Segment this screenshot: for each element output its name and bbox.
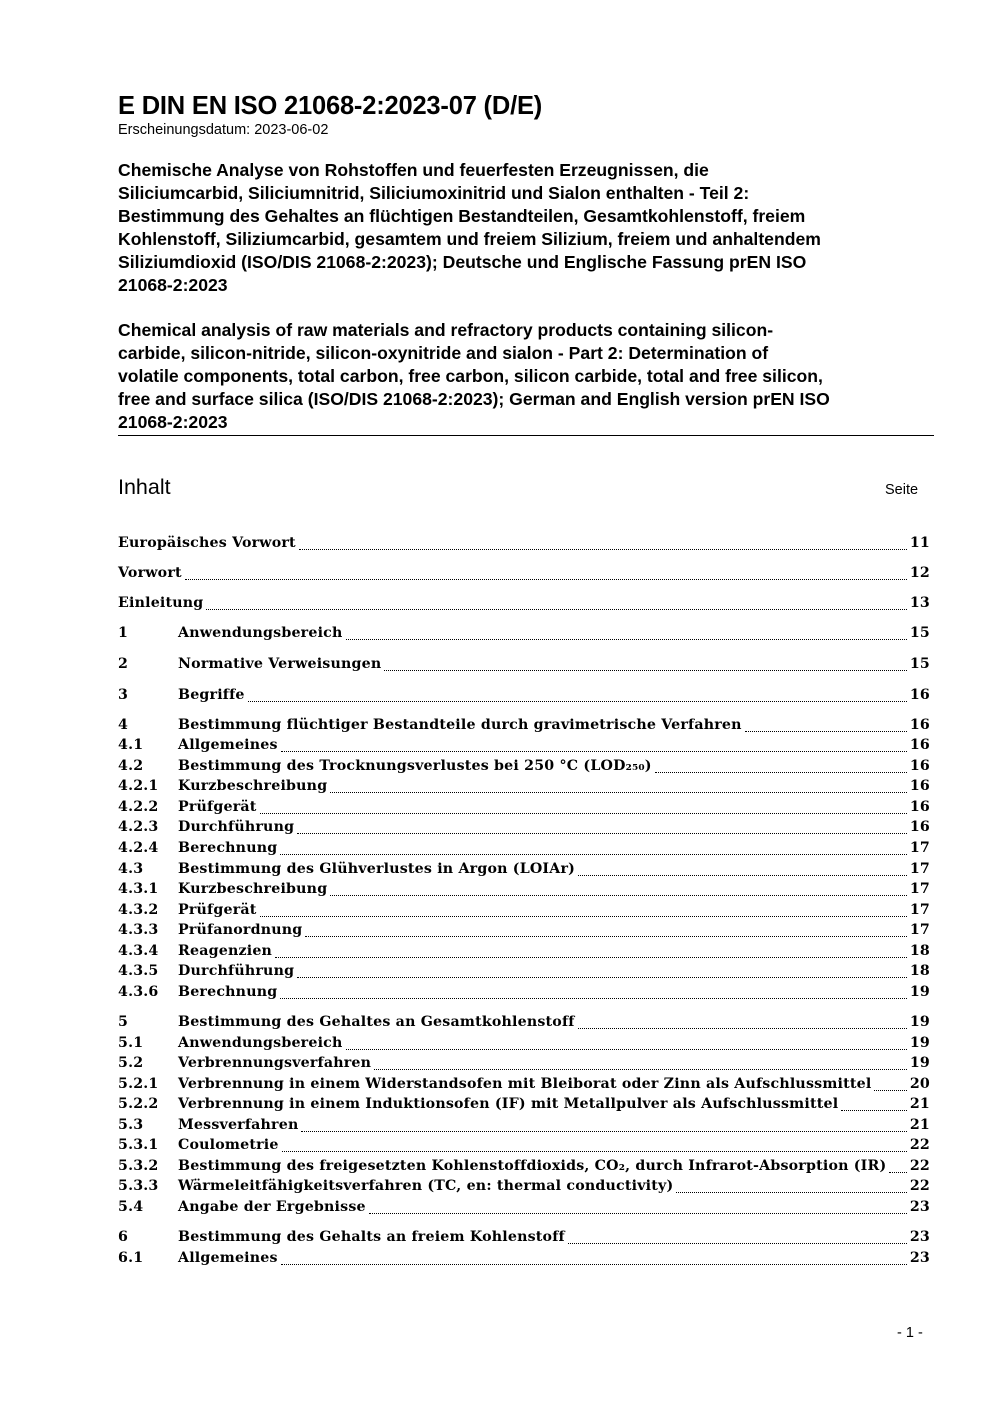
toc-entry-page: 23 — [909, 1229, 930, 1245]
toc-entry[interactable] — [118, 920, 930, 940]
toc-dot-leader — [206, 609, 906, 610]
toc-entry-title: Bestimmung des freigesetzten Kohlenstoffdioxids, CO₂, durch Infrarot-Absorption (IR) — [178, 1158, 887, 1174]
toc-entry[interactable] — [118, 654, 930, 674]
toc-entry-title: Allgemeines — [178, 1250, 278, 1266]
toc-entry-title: Normative Verweisungen — [178, 656, 382, 672]
toc-entry-title: Verbrennung in einem Widerstandsofen mit Bleiborat oder Zinn als Aufschlussmittel — [178, 1076, 872, 1092]
toc-entry[interactable] — [118, 941, 930, 961]
toc-entry[interactable] — [118, 563, 930, 583]
toc-entry-title: Verbrennungsverfahren — [178, 1055, 372, 1071]
toc-entry-title: Berechnung — [178, 840, 278, 856]
toc-dot-leader — [248, 701, 907, 702]
toc-entry-page: 17 — [909, 922, 930, 938]
toc-entry[interactable] — [118, 1074, 930, 1094]
toc-dot-leader — [384, 670, 906, 671]
toc-dot-leader — [655, 772, 907, 773]
toc-dot-leader — [275, 957, 907, 958]
toc-entry-page: 15 — [909, 625, 930, 641]
toc-entry[interactable] — [118, 859, 930, 879]
toc-entry-page: 19 — [909, 1055, 930, 1071]
toc-entry-page: 17 — [909, 861, 930, 877]
toc-entry-page: 19 — [909, 1014, 930, 1030]
title-german-line: Chemische Analyse von Rohstoffen und feuerfesten Erzeugnissen, die — [118, 160, 709, 180]
title-german-line: Bestimmung des Gehaltes an flüchtigen Bestandteilen, Gesamtkohlenstoff, freiem — [118, 206, 806, 226]
toc-entry[interactable] — [118, 1248, 930, 1268]
toc-entry-title: Prüfanordnung — [178, 922, 303, 938]
toc-entry-number: 4 — [118, 717, 129, 733]
toc-entry[interactable] — [118, 982, 930, 1002]
toc-entry-title: Reagenzien — [178, 943, 273, 959]
toc-dot-leader — [281, 751, 907, 752]
toc-dot-leader — [568, 1243, 907, 1244]
toc-entry[interactable] — [118, 756, 930, 776]
toc-dot-leader — [281, 1264, 907, 1265]
toc-entry-number: 4.3.6 — [118, 984, 159, 1000]
toc-entry-page: 19 — [909, 984, 930, 1000]
toc-dot-leader — [874, 1090, 906, 1091]
toc-entry-number: 4.3.4 — [118, 943, 159, 959]
toc-entry-number: 4.3.1 — [118, 881, 159, 897]
toc-entry[interactable] — [118, 685, 930, 705]
toc-entry-page: 16 — [909, 799, 930, 815]
toc-entry-number: 3 — [118, 687, 129, 703]
toc-entry-page: 11 — [909, 535, 930, 551]
toc-entry-page: 17 — [909, 902, 930, 918]
toc-entry-number: 4.3.5 — [118, 963, 159, 979]
toc-dot-leader — [282, 1151, 907, 1152]
toc-entry-number: 5.3.3 — [118, 1178, 159, 1194]
toc-entry-title: Anwendungsbereich — [178, 1035, 343, 1051]
toc-entry-page: 21 — [909, 1117, 930, 1133]
toc-entry-number: 5.2 — [118, 1055, 144, 1071]
publication-date: Erscheinungsdatum: 2023-06-02 — [118, 122, 329, 138]
toc-entry-title: Vorwort — [118, 565, 182, 581]
title-german-line: Siliciumcarbid, Siliciumnitrid, Siliciumoxinitrid und Sialon enthalten - Teil 2: — [118, 183, 750, 203]
toc-entry-number: 5.3.2 — [118, 1158, 159, 1174]
toc-entry-number: 5.3.1 — [118, 1137, 159, 1153]
toc-dot-leader — [299, 549, 907, 550]
title-english — [118, 319, 938, 434]
toc-entry[interactable] — [118, 1033, 930, 1053]
toc-entry-page: 18 — [909, 943, 930, 959]
toc-entry[interactable] — [118, 1115, 930, 1135]
toc-entry-title: Verbrennung in einem Induktionsofen (IF) mit Metallpulver als Aufschlussmittel — [178, 1096, 839, 1112]
toc-entry[interactable] — [118, 623, 930, 643]
toc-entry[interactable] — [118, 1227, 930, 1247]
toc-entry-number: 5.1 — [118, 1035, 144, 1051]
toc-entry-title: Begriffe — [178, 687, 245, 703]
toc-entry[interactable] — [118, 838, 930, 858]
toc-entry[interactable] — [118, 900, 930, 920]
toc-entry-page: 16 — [909, 758, 930, 774]
title-english-line: carbide, silicon-nitride, silicon-oxynitride and sialon - Part 2: Determination of — [118, 343, 769, 363]
toc-entry-page: 20 — [909, 1076, 930, 1092]
toc-entry[interactable] — [118, 817, 930, 837]
title-divider — [118, 435, 934, 436]
toc-entry-page: 17 — [909, 840, 930, 856]
toc-entry-title: Angabe der Ergebnisse — [178, 1199, 366, 1215]
toc-entry-page: 12 — [909, 565, 930, 581]
toc-entry-page: 17 — [909, 881, 930, 897]
toc-entry[interactable] — [118, 879, 930, 899]
toc-heading: Inhalt — [118, 475, 171, 499]
toc-dot-leader — [260, 813, 907, 814]
toc-entry-title: Kurzbeschreibung — [178, 778, 328, 794]
toc-entry-title: Wärmeleitfähigkeitsverfahren (TC, en: thermal conductivity) — [178, 1178, 674, 1194]
toc-entry-title: Berechnung — [178, 984, 278, 1000]
toc-dot-leader — [305, 936, 906, 937]
toc-dot-leader — [260, 916, 907, 917]
toc-entry-title: Prüfgerät — [178, 799, 257, 815]
toc-entry[interactable] — [118, 715, 930, 735]
toc-entry-number: 4.3.3 — [118, 922, 159, 938]
toc-dot-leader — [374, 1069, 907, 1070]
page-number: - 1 - — [897, 1325, 923, 1341]
toc-entry-number: 4.2.3 — [118, 819, 159, 835]
toc-entry-number: 5.4 — [118, 1199, 144, 1215]
toc-dot-leader — [297, 833, 907, 834]
toc-entry-title: Messverfahren — [178, 1117, 299, 1133]
toc-entry-title: Bestimmung des Trocknungsverlustes bei 250 °C (LOD₂₅₀) — [178, 758, 652, 774]
toc-entry[interactable] — [118, 1197, 930, 1217]
title-german-line: Kohlenstoff, Siliziumcarbid, gesamtem und freiem Silizium, freiem und anhaltendem — [118, 229, 821, 249]
toc-entry-page: 16 — [909, 737, 930, 753]
toc-entry-title: Durchführung — [178, 963, 295, 979]
toc-dot-leader — [346, 639, 907, 640]
toc-entry[interactable] — [118, 1135, 930, 1155]
toc-entry-page: 15 — [909, 656, 930, 672]
toc-entry[interactable] — [118, 533, 930, 553]
toc-dot-leader — [330, 792, 907, 793]
toc-entry[interactable] — [118, 735, 930, 755]
toc-entry[interactable] — [118, 1053, 930, 1073]
toc-entry-page: 16 — [909, 717, 930, 733]
title-english-line: volatile components, total carbon, free carbon, silicon carbide, total and free silicon, — [118, 366, 823, 386]
toc-entry-page: 23 — [909, 1250, 930, 1266]
toc-entry-title: Bestimmung des Glühverlustes in Argon (LOIAr) — [178, 861, 576, 877]
toc-entry[interactable] — [118, 593, 930, 613]
toc-entry-page: 22 — [909, 1137, 930, 1153]
toc-entry-title: Bestimmung des Gehalts an freiem Kohlenstoff — [178, 1229, 565, 1245]
toc-entry-title: Allgemeines — [178, 737, 278, 753]
toc-dot-leader — [346, 1049, 907, 1050]
toc-dot-leader — [841, 1110, 907, 1111]
toc-entry-page: 22 — [909, 1158, 930, 1174]
toc-entry-number: 6 — [118, 1229, 129, 1245]
document-id: E DIN EN ISO 21068-2:2023-07 (D/E) — [118, 92, 543, 120]
toc-page-label: Seite — [885, 482, 919, 498]
toc-entry[interactable] — [118, 1176, 930, 1196]
toc-entry[interactable] — [118, 1156, 930, 1176]
toc-entry-number: 5.3 — [118, 1117, 144, 1133]
toc-dot-leader — [578, 1028, 907, 1029]
toc-entry-number: 4.1 — [118, 737, 144, 753]
toc-entry-title: Bestimmung des Gehaltes an Gesamtkohlenstoff — [178, 1014, 575, 1030]
toc-entry-number: 4.2.1 — [118, 778, 159, 794]
toc-entry-page: 18 — [909, 963, 930, 979]
toc-dot-leader — [297, 977, 907, 978]
toc-entry[interactable] — [118, 797, 930, 817]
toc-entry[interactable] — [118, 961, 930, 981]
toc-entry-page: 23 — [909, 1199, 930, 1215]
toc-entry-title: Kurzbeschreibung — [178, 881, 328, 897]
title-german — [118, 159, 938, 297]
toc-entry-number: 4.3 — [118, 861, 144, 877]
toc-entry-page: 16 — [909, 819, 930, 835]
toc-entry-page: 19 — [909, 1035, 930, 1051]
title-english-line: Chemical analysis of raw materials and refractory products containing silicon- — [118, 320, 774, 340]
toc-dot-leader — [280, 998, 907, 999]
toc-entry-number: 5 — [118, 1014, 129, 1030]
toc-dot-leader — [330, 895, 907, 896]
toc-dot-leader — [185, 579, 907, 580]
toc-entry-page: 16 — [909, 687, 930, 703]
toc-entry-page: 16 — [909, 778, 930, 794]
toc-entry-title: Anwendungsbereich — [178, 625, 343, 641]
toc-entry-title: Bestimmung flüchtiger Bestandteile durch gravimetrische Verfahren — [178, 717, 742, 733]
toc-entry-number: 4.2.4 — [118, 840, 159, 856]
toc-entry-title: Durchführung — [178, 819, 295, 835]
toc-entry-number: 4.3.2 — [118, 902, 159, 918]
title-english-line: free and surface silica (ISO/DIS 21068-2:2023); German and English version prEN ISO — [118, 389, 830, 409]
toc-entry-number: 1 — [118, 625, 129, 641]
title-german-line: Siliziumdioxid (ISO/DIS 21068-2:2023); Deutsche und Englische Fassung prEN ISO — [118, 252, 807, 272]
toc-entry-number: 2 — [118, 656, 129, 672]
toc-dot-leader — [745, 731, 907, 732]
toc-entry[interactable] — [118, 1094, 930, 1114]
toc-entry-number: 4.2 — [118, 758, 144, 774]
toc-dot-leader — [301, 1131, 906, 1132]
toc-dot-leader — [889, 1172, 906, 1173]
toc-dot-leader — [280, 854, 907, 855]
toc-entry-number: 5.2.2 — [118, 1096, 159, 1112]
toc-entry-number: 5.2.1 — [118, 1076, 159, 1092]
toc-entry-page: 21 — [909, 1096, 930, 1112]
toc-dot-leader — [578, 875, 907, 876]
toc-entry[interactable] — [118, 776, 930, 796]
toc-entry-title: Europäisches Vorwort — [118, 535, 296, 551]
toc-dot-leader — [369, 1213, 907, 1214]
toc-entry-title: Coulometrie — [178, 1137, 279, 1153]
toc-entry-page: 22 — [909, 1178, 930, 1194]
toc-entry[interactable] — [118, 1012, 930, 1032]
toc-entry-number: 6.1 — [118, 1250, 144, 1266]
toc-entry-number: 4.2.2 — [118, 799, 159, 815]
title-english-line: 21068-2:2023 — [118, 412, 228, 432]
toc-entry-page: 13 — [909, 595, 930, 611]
toc-dot-leader — [676, 1192, 906, 1193]
toc-entry-title: Einleitung — [118, 595, 204, 611]
toc-entry-title: Prüfgerät — [178, 902, 257, 918]
title-german-line: 21068-2:2023 — [118, 275, 228, 295]
